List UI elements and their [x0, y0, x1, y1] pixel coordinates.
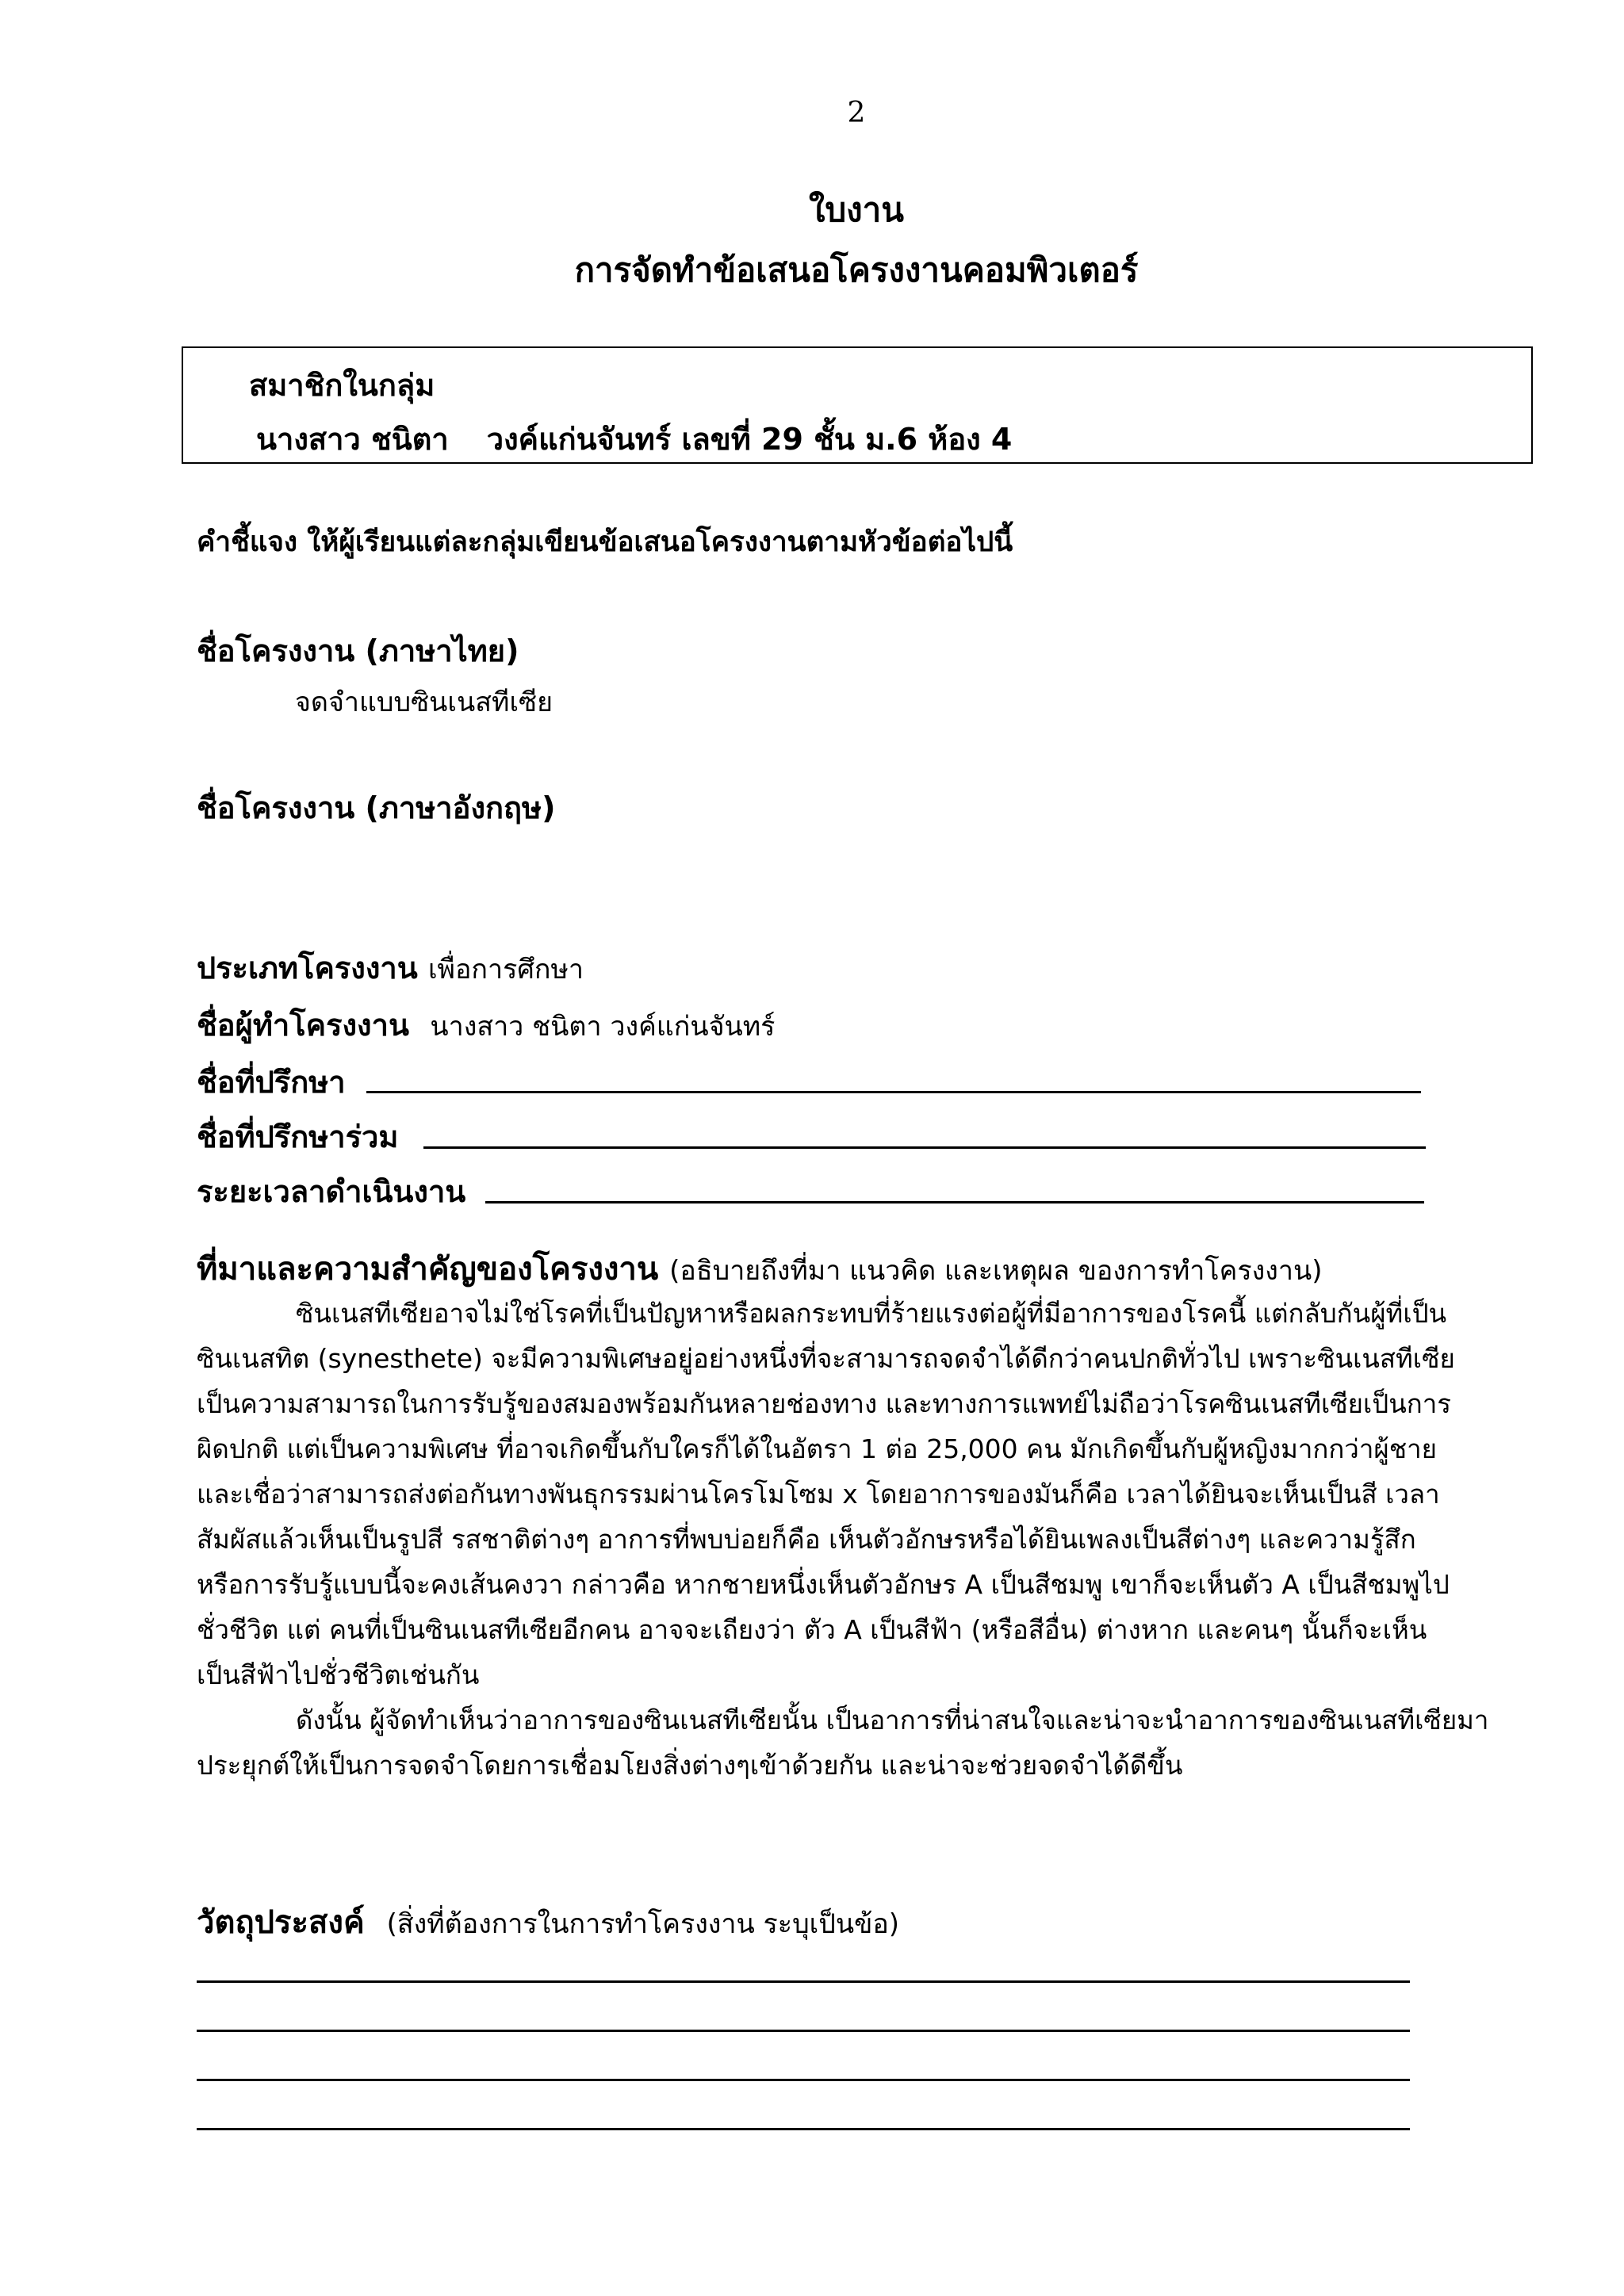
advisor-label: ชื่อที่ปรึกษา	[197, 1065, 346, 1100]
background-heading-line	[197, 1243, 1322, 1294]
paragraph-line: เป็นสีฟ้าไปชั่วชีวิตเช่นกัน	[197, 1659, 480, 1690]
objectives-heading-line	[197, 1896, 899, 1947]
worksheet-subtitle: การจัดทำข้อเสนอโครงงานคอมพิวเตอร์	[574, 251, 1139, 289]
paragraph-line: เป็นความสามารถในการรับรู้ของสมองพร้อมกันหลายช่องทาง และทางการแพทย์ไม่ถือว่าโรคซินเนสทีเซียเป็นการ	[197, 1388, 1452, 1419]
objective-fill-line-3[interactable]	[197, 2079, 1410, 2081]
member-detail: วงค์แก่นจันทร์ เลขที่ 29 ชั้น ม.6 ห้อง 4	[486, 422, 1013, 457]
paragraph-line: ผิดปกติ แต่เป็นความพิเศษ ที่อาจเกิดขึ้นกับใครก็ได้ในอัตรา 1 ต่อ 25,000 คน มักเกิดขึ้นกับผู้หญิงมากกว่าผู้ชาย	[197, 1433, 1437, 1464]
project-type-label: ประเภทโครงงาน	[197, 951, 418, 985]
paragraph-line: และเชื่อว่าสามารถส่งต่อกันทางพันธุกรรมผ่านโครโมโซม x โดยอาการของมันก็คือ เวลาได้ยินจะเห็นเป็นสี เวลา	[197, 1479, 1440, 1510]
co-advisor-label: ชื่อที่ปรึกษาร่วม	[197, 1119, 399, 1154]
background-hint: (อธิบายถึงที่มา แนวคิด และเหตุผล ของการทำโครงงาน)	[669, 1255, 1323, 1287]
paragraph-line: ซินเนสทิต (synesthete) จะมีความพิเศษอยู่อย่างหนึ่งที่จะสามารถจดจำได้ดีกว่าคนปกติทั่วไป เพราะซินเนสทีเซีย	[197, 1343, 1455, 1374]
author-label: ชื่อผู้ทำโครงงาน	[197, 1008, 409, 1043]
paragraph-line: ชั่วชีวิต แต่ คนที่เป็นซินเนสทีเซียอีกคน อาจจะเถียงว่า ตัว A เป็นสีฟ้า (หรือสีอื่น) ต่างหาก และคนๆ นั้นก็จะเห็น	[197, 1614, 1427, 1645]
objective-fill-line-1[interactable]	[197, 1980, 1410, 1983]
member-entry	[256, 415, 1012, 463]
background-paragraph-1	[197, 1291, 1521, 1788]
paragraph-line: ดังนั้น ผู้จัดทำเห็นว่าอาการของซินเนสทีเซียนั้น เป็นอาการที่น่าสนใจและน่าจะนำอาการของซินเนสทีเซียมา	[296, 1705, 1489, 1735]
objectives-heading: วัตถุประสงค์	[197, 1904, 365, 1941]
paragraph-line: ประยุกต์ให้เป็นการจดจำโดยการเชื่อมโยงสิ่งต่างๆเข้าด้วยกัน และน่าจะช่วยจดจำได้ดีขึ้น	[197, 1750, 1183, 1781]
members-heading: สมาชิกในกลุ่ม	[249, 368, 435, 403]
author-value: นางสาว ชนิตา วงค์แก่นจันทร์	[430, 1011, 776, 1043]
duration-fill-line[interactable]	[485, 1201, 1424, 1203]
duration-label: ระยะเวลาดำเนินงาน	[197, 1174, 466, 1209]
instruction: คำชี้แจง ให้ผู้เรียนแต่ละกลุ่มเขียนข้อเสนอโครงงานตามหัวข้อต่อไปนี้	[197, 526, 1013, 558]
project-type-value: เพื่อการศึกษา	[427, 954, 584, 985]
paragraph-line: สัมผัสแล้วเห็นเป็นรูปสี รสชาติต่างๆ อาการที่พบบ่อยก็คือ เห็นตัวอักษรหรือได้ยินเพลงเป็นสีต่างๆ และความรู้สึก	[197, 1524, 1416, 1555]
paragraph-line: ซินเนสทีเซียอาจไม่ใช่โรคที่เป็นปัญหาหรือผลกระทบที่ร้ายแรงต่อผู้ที่มีอาการของโรคนี้ แต่กลับกันผู้ที่เป็น	[296, 1298, 1447, 1329]
project-name-thai-value: จดจำแบบซินเนสทีเซีย	[295, 687, 553, 718]
project-name-english-label: ชื่อโครงงาน (ภาษาอังกฤษ)	[197, 790, 556, 825]
objective-fill-line-4[interactable]	[197, 2128, 1410, 2130]
member-name: นางสาว ชนิตา	[256, 422, 449, 457]
page-number: 2	[847, 97, 866, 129]
advisor-fill-line[interactable]	[366, 1091, 1421, 1093]
members-box	[182, 346, 1533, 464]
co-advisor-fill-line[interactable]	[423, 1146, 1426, 1149]
project-type-line	[197, 943, 584, 992]
objective-fill-line-2[interactable]	[197, 2030, 1410, 2032]
worksheet-title: ใบงาน	[809, 190, 904, 229]
author-line	[197, 1001, 775, 1049]
objectives-hint: (สิ่งที่ต้องการในการทำโครงงาน ระบุเป็นข้อ)	[386, 1908, 900, 1940]
project-name-thai-label: ชื่อโครงงาน (ภาษาไทย)	[197, 633, 519, 668]
background-heading: ที่มาและความสำคัญของโครงงาน	[197, 1251, 659, 1288]
paragraph-line: หรือการรับรู้แบบนี้จะคงเส้นคงวา กล่าวคือ หากชายหนึ่งเห็นตัวอักษร A เป็นสีชมพู เขาก็จะเห็นตัว A เป็นสีชมพูไป	[197, 1569, 1450, 1600]
